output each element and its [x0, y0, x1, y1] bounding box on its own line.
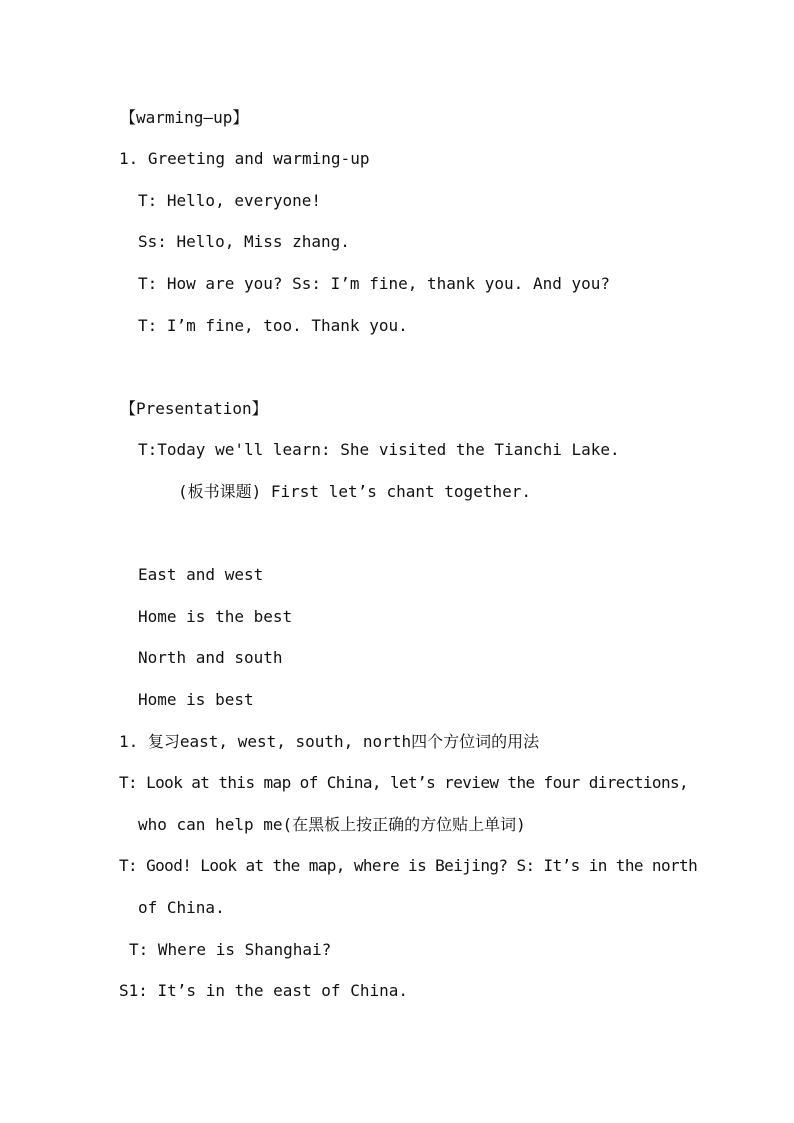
- dialogue-line: S1: It’s in the east of China.: [119, 981, 408, 1000]
- warmup-item-title: 1. Greeting and warming-up: [119, 149, 370, 168]
- warmup-heading: 【warming—up】: [120, 108, 249, 127]
- dialogue-line: who can help me(在黑板上按正确的方位贴上单词): [138, 815, 526, 834]
- chant-line: North and south: [138, 648, 283, 667]
- dialogue-line: Ss: Hello, Miss zhang.: [138, 232, 350, 251]
- dialogue-line: of China.: [138, 898, 225, 917]
- chant-line: East and west: [138, 565, 264, 584]
- chant-line: Home is best: [138, 690, 254, 709]
- dialogue-line: T: I’m fine, too. Thank you.: [138, 316, 408, 335]
- dialogue-line: T: Hello, everyone!: [138, 191, 322, 210]
- dialogue-line: T: Good! Look at the map, where is Beijing? S: It’s in the north: [119, 856, 698, 875]
- presentation-heading: 【Presentation】: [120, 399, 268, 418]
- dialogue-line: T:Today we'll learn: She visited the Tianchi Lake.: [138, 440, 620, 459]
- review-item-title: 1. 复习east, west, south, north四个方位词的用法: [119, 732, 540, 751]
- dialogue-line: T: Look at this map of China, let’s review the four directions,: [119, 773, 689, 792]
- dialogue-line: (板书课题) First let’s chant together.: [178, 482, 531, 501]
- chant-line: Home is the best: [138, 607, 293, 626]
- dialogue-line: T: How are you? Ss: I’m fine, thank you. And you?: [138, 274, 611, 293]
- dialogue-line: T: Where is Shanghai?: [129, 940, 332, 959]
